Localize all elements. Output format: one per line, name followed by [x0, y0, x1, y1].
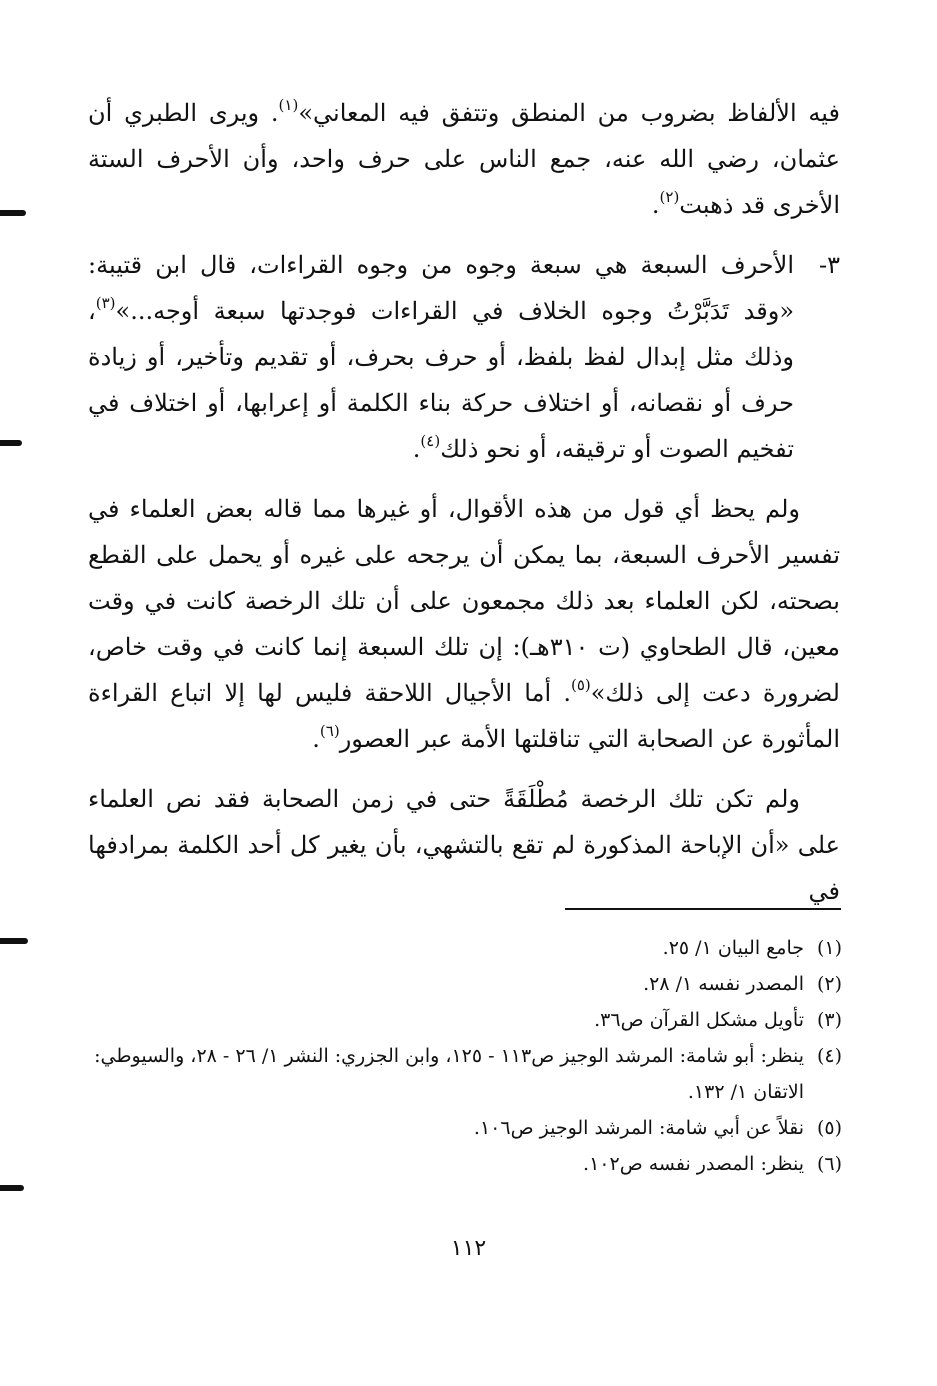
binding-mark [0, 1185, 24, 1191]
footnote-ref-2[interactable]: (٢) [659, 188, 680, 206]
footnote-ref-6[interactable]: (٦) [319, 722, 340, 740]
binding-mark [0, 440, 22, 446]
footnote-3: (٣) تأويل مشكل القرآن ص٣٦. [594, 1009, 842, 1031]
paragraph-3: ولم يحظ أي قول من هذه الأقوال، أو غيرها مما قاله بعض العلماء في تفسير الأحرف السبعة، بما يمكن أن يرجحه على غيره أو يحمل على القطع بصحته، لكن العلماء بعد ذلك مجمعون على أن تلك الرخصة كانت في وقت معين، قال الطحاوي (ت ٣١٠هـ): إن تلك السبعة إنما كانت في وقت خاص، لضرورة دعت إلى ذلك»$^{(٥)}$. أما الأجيال اللاحقة فليس لها إلا اتباع القراءة المأثورة عن الصحابة التي تناقلتها الأمة عبر العصور$^{(٦)}$. [88, 495, 840, 753]
main-text [88, 90, 840, 914]
footnote-6: (٦) ينظر: المصدر نفسه ص١٠٢. [583, 1153, 842, 1175]
paragraph-4: ولم تكن تلك الرخصة مُطْلَقَةً حتى في زمن الصحابة فقد نص العلماء على «أن الإباحة المذكورة لم تقع بالتشهي، بأن يغير كل أحد الكلمة بمرادفها في [88, 785, 840, 905]
footnote-ref-1[interactable]: (١) [278, 96, 299, 114]
footnotes [92, 930, 842, 1182]
footnote-4: (٤) ينظر: أبو شامة: المرشد الوجيز ص١١٣ - ١٢٥، وابن الجزري: النشر ١/ ٢٦ - ٢٨، والسيوطي: الاتقان ١/ ١٣٢. [94, 1045, 842, 1103]
item-number: ٣- [819, 251, 840, 279]
paragraph-1: فيه الألفاظ بضروب من المنطق وتتفق فيه المعاني»$^{(١)}$. ويرى الطبري أن عثمان، رضي الله عنه، جمع الناس على حرف واحد، وأن الأحرف الستة الأخرى قد ذهبت$^{(٢)}$. [88, 96, 840, 219]
footnote-2: (٢) المصدر نفسه ١/ ٢٨. [643, 973, 842, 995]
page-number: ١١٢ [450, 1236, 487, 1261]
numbered-item-3: ٣- الأحرف السبعة هي سبعة وجوه من وجوه القراءات، قال ابن قتيبة: «وقد تَدَبَّرْتُ وجوه الخلاف في القراءات فوجدتها سبعة أوجه...»$^{(٣)}$، وذلك مثل إبدال لفظ بلفظ، أو حرف بحرف، أو تقديم وتأخير، أو زيادة حرف أو نقصانه، أو اختلاف حركة بناء الكلمة أو إعرابها، أو اختلاف في تفخيم الصوت أو ترقيقه، أو نحو ذلك$^{(٤)}$. [88, 242, 840, 472]
binding-mark [0, 210, 26, 216]
footnote-1: (١) جامع البيان ١/ ٢٥. [662, 937, 842, 959]
footnote-ref-5[interactable]: (٥) [570, 676, 591, 694]
footnote-ref-4[interactable]: (٤) [420, 432, 441, 450]
footnote-5: (٥) نقلاً عن أبي شامة: المرشد الوجيز ص١٠٦. [473, 1117, 842, 1139]
footnote-ref-3[interactable]: (٣) [95, 294, 116, 312]
footnote-divider [565, 908, 841, 910]
binding-mark [0, 938, 28, 944]
